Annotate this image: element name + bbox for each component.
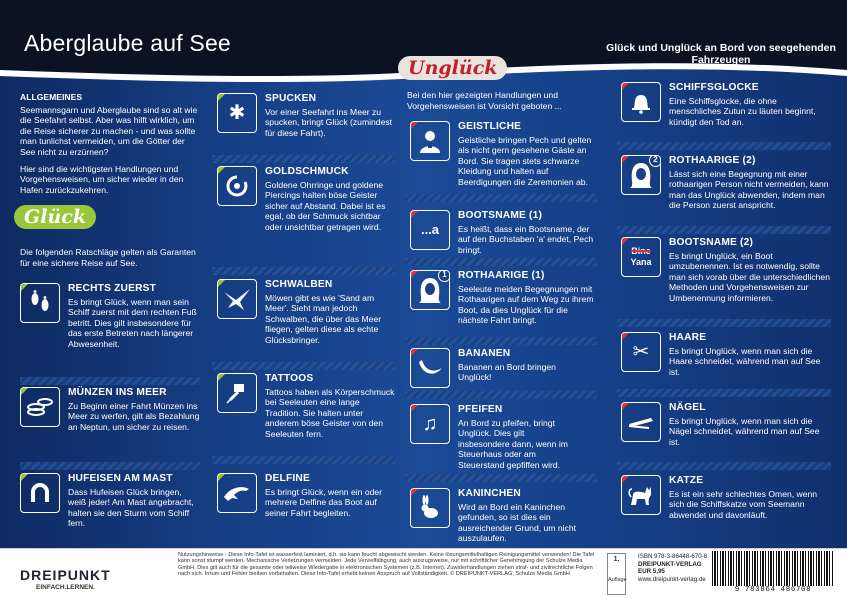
- glueck-intro-text: Die folgenden Ratschläge gelten als Garanten für eine sichere Reise auf See.: [20, 247, 196, 268]
- barcode-number: 9 783864 486708: [712, 586, 834, 594]
- edition-box: [607, 553, 626, 595]
- item-text: Möwen gibt es wie 'Sand am Meer'. Sieht man jedoch Schwalben, die über das Meer fliegen, gelten diese als echte Glücksbringer.: [265, 293, 382, 345]
- item-title: HUFEISEN AM MAST: [68, 473, 173, 484]
- intro-paragraph-1: Seemannsgarn und Aberglaube sind so alt wie die Seefahrt selbst. Aber was hilft wirklich, um die Reise sicherer zu machen - und was sollte man tunlichst vermeiden, um die Götter der See nicht zu erzürnen?: [20, 104, 198, 157]
- item-rechts-zuerst: [20, 283, 202, 373]
- price: EUR 5,95: [638, 568, 665, 576]
- divider: [617, 226, 831, 234]
- item-haare: [621, 332, 831, 392]
- item-title: TATTOOS: [265, 373, 314, 384]
- footprints-icon: [20, 283, 60, 323]
- item-text: Geistliche bringen Pech und gelten als nicht gern gesehene Gäste an Bord. Sie tragen stets schwarze Kleidung und halten auf Beerdigungen die Zeremonien ab.: [458, 135, 592, 187]
- unglueck-intro-text: Bei den hier gezeigten Handlungen und Vorgehensweisen ist Vorsicht geboten ...: [407, 90, 562, 111]
- item-title: ROTHAARIGE (1): [458, 270, 545, 281]
- item-kaninchen: [410, 488, 600, 544]
- divider: [405, 391, 597, 399]
- earring-icon: [217, 166, 257, 206]
- music-notes-icon: ♫: [410, 404, 450, 444]
- new-name: Yana: [630, 257, 652, 267]
- isbn-block: [638, 553, 707, 583]
- item-goldschmuck: [217, 166, 397, 266]
- unglueck-heading: Unglück: [398, 56, 507, 80]
- item-text: Eine Schiffsglocke, die ohne menschliches Zutun zu läuten beginnt, kündigt den Tod an.: [669, 96, 816, 127]
- item-naegel: [621, 402, 831, 462]
- publisher-slogan: EINFACH.LERNEN.: [36, 584, 95, 591]
- intro-section: [20, 92, 198, 201]
- tattoo-machine-icon: [217, 373, 257, 413]
- divider: [20, 377, 200, 385]
- divider: [617, 142, 831, 150]
- priest-icon: [410, 121, 450, 161]
- woman-hair-icon: [621, 155, 661, 195]
- item-bootsname-1: [410, 210, 600, 260]
- item-text: Es bringt Glück, wenn man sein Schiff zuerst mit dem rechten Fuß betritt. Dies gilt insbesondere für das erste Betreten nach längerer Abwesenheit.: [68, 297, 197, 349]
- item-text: Es ist ein sehr schlechtes Omen, wenn sich die Schiffskatze vom Seemann abwendet und davonläuft.: [669, 489, 818, 520]
- item-rothaarige-2: [621, 155, 831, 225]
- swallow-icon: [217, 279, 257, 319]
- number-badge: 1: [438, 270, 450, 282]
- divider: [617, 389, 831, 397]
- bell-icon: [621, 82, 661, 122]
- publisher: DREIPUNKT-VERLAG: [638, 560, 702, 568]
- item-text: Wird an Bord ein Kaninchen gefunden, so ist dies ein ausreichender Grund, um nicht auszulaufen.: [458, 502, 576, 544]
- item-rothaarige-1: [410, 270, 600, 335]
- item-katze: [621, 475, 831, 535]
- divider: [212, 267, 395, 275]
- item-title: GEISTLICHE: [458, 121, 522, 132]
- item-spucken: [217, 93, 397, 153]
- rename-icon: [621, 237, 661, 277]
- isbn: ISBN 978-3-86448-670-8: [638, 553, 708, 560]
- dolphin-icon: [217, 473, 257, 513]
- divider: [405, 194, 597, 202]
- item-text: Seeleute meiden Begegnungen mit Rothaarigen auf dem Weg zu ihrem Boot, da dies Unglück für die nächste Fahrt bringt.: [458, 284, 594, 326]
- divider: [617, 319, 831, 327]
- woman-hair-icon: [410, 270, 450, 310]
- nail-clipper-icon: [621, 402, 661, 442]
- item-title: SCHIFFSGLOCKE: [669, 82, 759, 93]
- item-title: KATZE: [669, 475, 704, 486]
- glueck-label: [14, 205, 96, 229]
- item-title: PFEIFEN: [458, 404, 503, 415]
- rabbit-icon: [410, 488, 450, 528]
- edition-number: 1.: [613, 556, 620, 563]
- page-subtitle: Glück und Unglück an Bord von seegehenden Fahrzeugen: [606, 42, 836, 66]
- item-schiffsglocke: [621, 82, 831, 142]
- item-title: BOOTSNAME (2): [669, 237, 754, 248]
- item-title: MÜNZEN INS MEER: [68, 387, 167, 398]
- divider: [405, 474, 597, 482]
- item-title: NÄGEL: [669, 402, 706, 413]
- item-text: Vor einer Seefahrt ins Meer zu spucken, bringt Glück (zumindest für diese Fahrt).: [265, 107, 393, 138]
- item-title: BOOTSNAME (1): [458, 210, 543, 221]
- item-title: GOLDSCHMUCK: [265, 166, 349, 177]
- glueck-intro: [20, 247, 198, 274]
- coins-icon: [20, 387, 60, 427]
- item-title: BANANEN: [458, 348, 511, 359]
- divider: [405, 337, 597, 345]
- divider: [212, 155, 395, 163]
- item-title: SPUCKEN: [265, 93, 317, 104]
- item-text: Zu Beginn einer Fahrt Münzen ins Meer zu werfen, gilt als Bezahlung an Neptun, um sicher zu reisen.: [68, 401, 200, 432]
- item-text: Es bringt Glück, wenn ein oder mehrere Delfine das Boot auf seiner Fahrt begleiten.: [265, 487, 383, 518]
- item-bananen: [410, 348, 600, 388]
- item-title: ROTHAARIGE (2): [669, 155, 756, 166]
- old-name: Bine: [631, 246, 651, 256]
- page-title: Aberglaube auf See: [24, 30, 231, 56]
- item-pfeifen: [410, 404, 600, 474]
- intro-heading: ALLGEMEINES: [20, 92, 83, 102]
- item-text: Lässt sich eine Begegnung mit einer rothaarigen Person nicht vermeiden, kann man das Unglück abwenden, indem man die Person zuerst anspricht.: [669, 169, 829, 211]
- item-muenzen: [20, 387, 202, 462]
- item-text: Es heißt, dass ein Bootsname, der auf den Buchstaben 'a' endet, Pech bringt.: [458, 224, 594, 255]
- item-schwalben: [217, 279, 397, 364]
- item-geistliche: [410, 121, 600, 201]
- item-text: Goldene Ohrringe und goldene Piercings halten böse Geister sicher auf Abstand. Dabei ist es egal, ob der Schmuck sichtbar oder unsichtbar getragen wird.: [265, 180, 386, 232]
- item-text: Es bringt Unglück, ein Boot umzubenennen. Ist es notwendig, sollte man sich vorab über die unterschiedlichen Methoden und Vorgehensweisen zur Umbenennung informieren.: [669, 251, 830, 303]
- item-text: An Bord zu pfeifen, bringt Unglück. Dies gilt insbesondere dann, wenn im Steuerhaus oder am Steuerstand gepfiffen wird.: [458, 418, 568, 470]
- item-text: Es bringt Unglück, wenn man sich die Nägel schneidet, während man auf See ist.: [669, 416, 820, 447]
- item-title: DELFINE: [265, 473, 310, 484]
- item-title: KANINCHEN: [458, 488, 521, 499]
- cat-icon: [621, 475, 661, 515]
- item-tattoos: [217, 373, 397, 453]
- letter-a-icon: [410, 210, 450, 250]
- divider: [405, 258, 597, 266]
- unglueck-intro: [407, 90, 597, 117]
- divider: [617, 462, 831, 470]
- item-text: Tattoos haben als Körperschmuck bei Seeleuten eine lange Tradition. Sie halten unter anderem böse Geister von den Seeleuten fern.: [265, 387, 395, 439]
- item-text: Es bringt Unglück, wenn man sich die Haare schneidet, während man auf See ist.: [669, 346, 821, 377]
- publisher-logo: DREIPUNKT: [20, 567, 111, 583]
- splash-icon: ✱: [217, 93, 257, 133]
- horseshoe-icon: [20, 473, 60, 513]
- intro-paragraph-2: Hier sind die wichtigsten Handlungen und Vorgehensweisen, um sicher wieder in den Hafen zurückzukehren.: [20, 163, 184, 195]
- divider: [20, 462, 200, 470]
- glueck-heading: Glück: [14, 205, 96, 229]
- divider: [212, 362, 395, 370]
- website: www.dreipunkt-verlag.de: [638, 575, 706, 583]
- number-badge: 2: [649, 155, 661, 167]
- scissors-icon: ✂: [621, 332, 661, 372]
- edition-label: Auflage: [608, 577, 627, 583]
- item-delfine: [217, 473, 397, 543]
- item-text: Bananen an Bord bringen Unglück!: [458, 362, 556, 383]
- item-text: Dass Hufeisen Glück bringen, weiß jeder! Am Mast angebracht, halten sie den Sturm vom Schiff fern.: [68, 487, 194, 529]
- letter-a-glyph: ...a: [420, 221, 440, 237]
- unglueck-label: [398, 56, 507, 80]
- usage-notes: Nutzungshinweise - Diese Info-Tafel ist wasserfest laminiert, d.h. sie kann feucht abgewischt werden. Keine lösungsmittelhaltigen Reinigungsmittel verwenden! Die Tafel kann sonst stumpf werden. Mechanische Verletzungen vermeiden. Jede Vervielfältigung, auch auszugsweise, nur mit schriftlicher Genehmigung der Schulze Media GmbH. Dies gilt auch für die gesamte oder teilweise Wiedergabe in elektronischen Systemen (z.B. Internet). Zuwiderhandlungen ziehen straf- und zivilrechtliche Folgen nach sich. Irrtum und Fehler bleiben vorbehalten. Diese Info-Tafel erhebt keinen Anspruch auf Vollständigkeit. © DREIPUNKT-VERLAG, Schulze Media GmbH: [178, 552, 595, 578]
- item-hufeisen: [20, 473, 202, 543]
- item-title: HAARE: [669, 332, 707, 343]
- item-bootsname-2: [621, 237, 831, 317]
- item-title: SCHWALBEN: [265, 279, 333, 290]
- divider: [212, 456, 395, 464]
- banana-icon: [410, 348, 450, 388]
- item-title: RECHTS ZUERST: [68, 283, 157, 294]
